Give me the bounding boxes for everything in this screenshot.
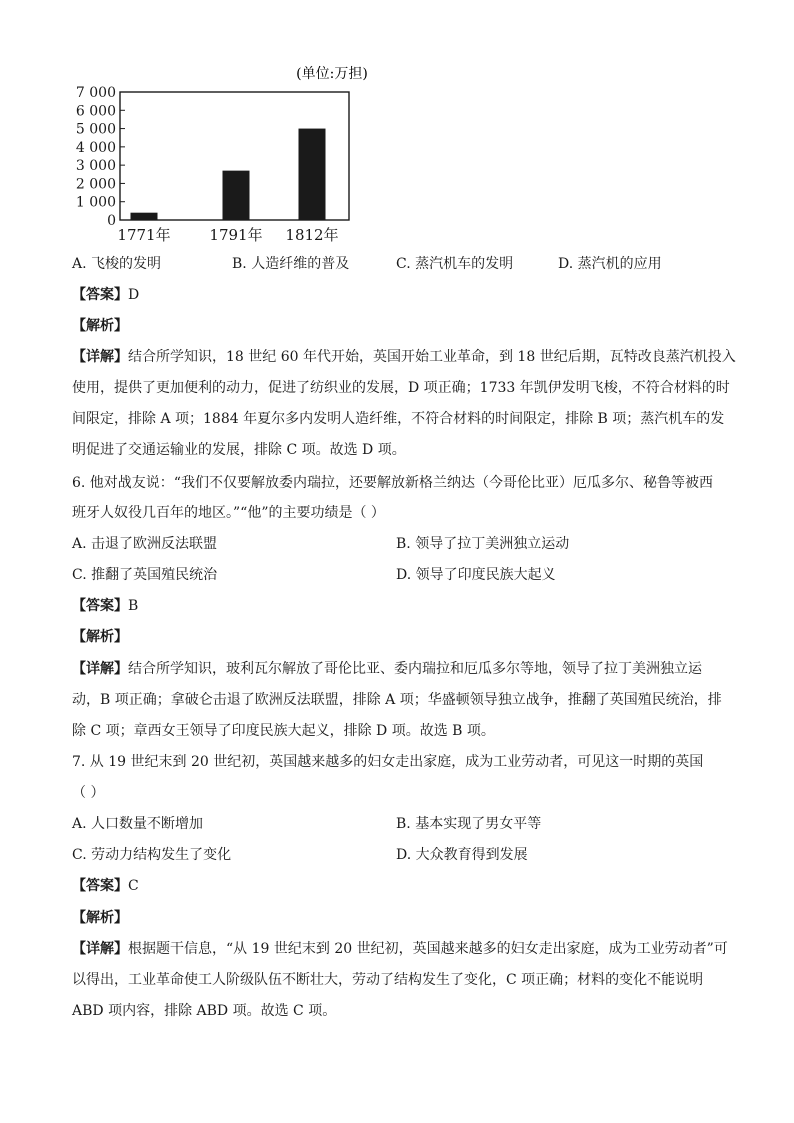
detail-text: 结合所学知识，18 世纪 60 年代开始，英国开始工业革命，到 18 世纪后期，瓦特改良蒸汽机投入 xyxy=(128,349,736,365)
y-tick-label: 3 000 xyxy=(75,158,116,175)
q7-answer xyxy=(72,876,722,896)
q7-option-d[interactable]: D. 大众教育得到发展 xyxy=(396,847,528,863)
x-tick-label: 1771年 xyxy=(117,226,171,244)
bar-1 xyxy=(131,213,158,220)
q7-option-c[interactable]: C. 劳动力结构发生了变化 xyxy=(72,847,232,863)
q7-analysis-label: 【解析】 xyxy=(72,910,128,926)
y-tick-label: 6 000 xyxy=(75,103,116,120)
q5-option-b[interactable]: B. 人造纤维的普及 xyxy=(232,256,350,272)
y-tick-label: 5 000 xyxy=(75,121,116,138)
answer-label: 【答案】 xyxy=(72,287,128,303)
bar-3 xyxy=(299,129,326,220)
q6-detail-line-2: 动，B 项正确；拿破仑击退了欧洲反法联盟，排除 A 项；华盛顿领导独立战争，推翻了英国殖民统治，排 xyxy=(72,692,722,708)
y-tick-label: 4 000 xyxy=(75,139,116,156)
answer-value: D xyxy=(128,287,140,303)
q5-option-c[interactable]: C. 蒸汽机车的发明 xyxy=(396,256,514,272)
q7-detail-line-3: ABD 项内容，排除 ABD 项。故选 C 项。 xyxy=(72,1003,337,1019)
bar-2 xyxy=(223,171,250,220)
q5-detail-line-4: 明促进了交通运输业的发展，排除 C 项。故选 D 项。 xyxy=(72,442,406,458)
answer-value: C xyxy=(128,878,139,894)
y-tick-label: 0 xyxy=(107,213,116,229)
detail-text: 根据题干信息，“从 19 世纪末到 20 世纪初，英国越来越多的妇女走出家庭，成为工业劳动者”可 xyxy=(128,941,728,957)
q7-detail-line-2: 以得出，工业革命使工人阶级队伍不断壮大，劳动了结构发生了变化，C 项正确；材料的变化不能说明 xyxy=(72,972,704,988)
detail-text: 结合所学知识，玻利瓦尔解放了哥伦比亚、委内瑞拉和厄瓜多尔等地，领导了拉丁美洲独立运 xyxy=(128,661,702,677)
q6-option-c[interactable]: C. 推翻了英国殖民统治 xyxy=(72,567,218,583)
y-tick-label: 2 000 xyxy=(75,176,116,193)
q6-analysis-label: 【解析】 xyxy=(72,629,128,645)
q6-detail-line-1 xyxy=(72,659,722,679)
q6-detail-line-3: 除 C 项；章西女王领导了印度民族大起义，排除 D 项。故选 B 项。 xyxy=(72,723,495,739)
detail-label: 【详解】 xyxy=(72,661,128,677)
q6-stem-line-1: 6. 他对战友说：“我们不仅要解放委内瑞拉，还要解放新格兰纳达（今哥伦比亚）厄瓜多尔、秘鲁等被西 xyxy=(72,475,713,491)
q5-option-d[interactable]: D. 蒸汽机的应用 xyxy=(558,256,662,272)
detail-label: 【详解】 xyxy=(72,941,128,957)
answer-value: B xyxy=(128,598,139,614)
q5-detail-line-2: 使用，提供了更加便利的动力，促进了纺织业的发展，D 项正确；1733 年凯伊发明飞梭，不符合材料的时 xyxy=(72,380,730,396)
q6-stem-line-2: 班牙人奴役几百年的地区。”“他”的主要功绩是（ ） xyxy=(72,505,385,521)
answer-label: 【答案】 xyxy=(72,878,128,894)
q6-answer xyxy=(72,596,722,616)
q5-option-a[interactable]: A. 飞梭的发明 xyxy=(72,256,162,272)
detail-label: 【详解】 xyxy=(72,349,128,365)
q5-analysis-label: 【解析】 xyxy=(72,318,128,334)
q6-option-a[interactable]: A. 击退了欧洲反法联盟 xyxy=(72,536,218,552)
q7-option-b[interactable]: B. 基本实现了男女平等 xyxy=(396,816,542,832)
q5-detail-line-1 xyxy=(72,347,736,367)
y-tick-label: 1 000 xyxy=(75,194,116,211)
bar-chart xyxy=(60,56,380,246)
answer-label: 【答案】 xyxy=(72,598,128,614)
q5-detail-line-3: 间限定，排除 A 项；1884 年夏尔多内发明人造纤维，不符合材料的时间限定，排除 B 项；蒸汽机车的发 xyxy=(72,411,725,427)
q6-option-b[interactable]: B. 领导了拉丁美洲独立运动 xyxy=(396,536,570,552)
q7-stem-line-1: 7. 从 19 世纪末到 20 世纪初，英国越来越多的妇女走出家庭，成为工业劳动者，可见这一时期的英国 xyxy=(72,754,704,770)
y-tick-label: 7 000 xyxy=(75,85,116,101)
q5-answer xyxy=(72,285,722,305)
q7-stem-line-2: （ ） xyxy=(72,785,105,801)
q6-option-d[interactable]: D. 领导了印度民族大起义 xyxy=(396,567,556,583)
q7-detail-line-1 xyxy=(72,939,728,959)
chart-unit-label: (单位:万担) xyxy=(296,66,368,82)
x-tick-label: 1791年 xyxy=(209,226,263,244)
x-tick-label: 1812年 xyxy=(285,226,339,244)
q7-option-a[interactable]: A. 人口数量不断增加 xyxy=(72,816,204,832)
